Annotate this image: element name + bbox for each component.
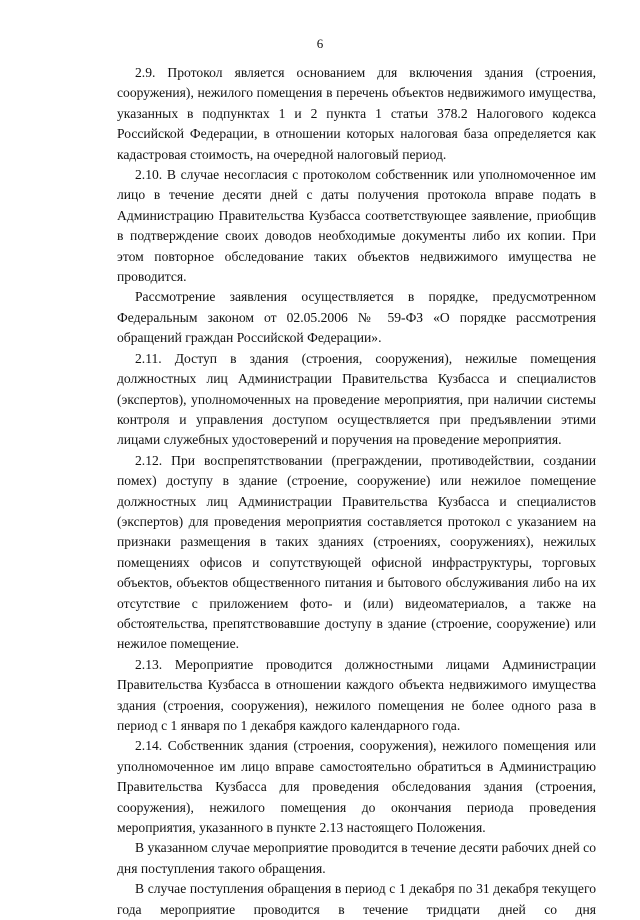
paragraph-2-11: 2.11. Доступ в здания (строения, сооружения), нежилые помещения должностных лиц Администрации Правительства Кузбасса и специалистов (экспертов), уполномоченных на проведение мероприятия, при наличии системы контроля и управления доступом осуществляется при предъявлении этими лицами служебных удостоверений и поручения на проведение мероприятия.	[117, 350, 596, 448]
paragraph-december-period: В случае поступления обращения в период с 1 декабря по 31 декабря текущего года мероприятие проводится в течение тридцати дней со дня	[117, 881, 596, 917]
paragraph-2-14: 2.14. Собственник здания (строения, сооружения), нежилого помещения или уполномоченное им лицо вправе самостоятельно обратиться в Администрацию Правительства Кузбасса для проведения обследования здания (строения, сооружения), нежилого помещения до окончания периода проведения мероприятия, указанного в пункте 2.13 настоящего Положения.	[117, 738, 596, 836]
document-body	[117, 63, 596, 920]
paragraph-2-12: 2.12. При воспрепятствовании (преграждении, противодействии, создании помех) доступу в здание (строение, сооружение) или нежилое помещение должностных лиц Администрации Правительства Кузбасса и специалистов (экспертов) для проведения мероприятия составляется протокол с указанием на признаки размещения в таких зданиях (строениях, сооружениях), нежилых помещениях офисов и сопутствующей офисной инфраструктуры, торговых объектов, объектов общественного питания и бытового обслуживания либо на их отсутствие с приложением фото- и (или) видеоматериалов, а также на обстоятельства, препятствовавшие доступу в здание (строение, сооружение) или нежилое помещение.	[117, 452, 596, 652]
page-number: 6	[316, 36, 324, 51]
paragraph-working-days: В указанном случае мероприятие проводится в течение десяти рабочих дней со дня поступления такого обращения.	[117, 840, 596, 876]
paragraph-2-9: 2.9. Протокол является основанием для включения здания (строения, сооружения), нежилого помещения в перечень объектов недвижимого имущества, указанных в подпунктах 1 и 2 пункта 1 статьи 378.2 Налогового кодекса Российской Федерации, в отношении которых налоговая база определяется как кадастровая стоимость, на очередной налоговый период.	[117, 65, 596, 162]
paragraph-2-13: 2.13. Мероприятие проводится должностными лицами Администрации Правительства Кузбасса в отношении каждого объекта недвижимого имущества здания (строения, сооружения), нежилого помещения не более одного раза в период с 1 января по 1 декабря каждого календарного года.	[117, 656, 596, 733]
paragraph-2-10: 2.10. В случае несогласия с протоколом собственник или уполномоченное им лицо в течение десяти дней с даты получения протокола вправе подать в Администрацию Правительства Кузбасса соответствующее заявление, приобщив в подтверждение своих доводов необходимые документы либо их копии. При этом повторное обследование таких объектов недвижимого имущества не проводится.	[117, 167, 596, 285]
paragraph-consideration: Рассмотрение заявления осуществляется в порядке, предусмотренном Федеральным законом от 02.05.2006 № 59-ФЗ «О порядке рассмотрения обращений граждан Российской Федерации».	[117, 289, 596, 346]
